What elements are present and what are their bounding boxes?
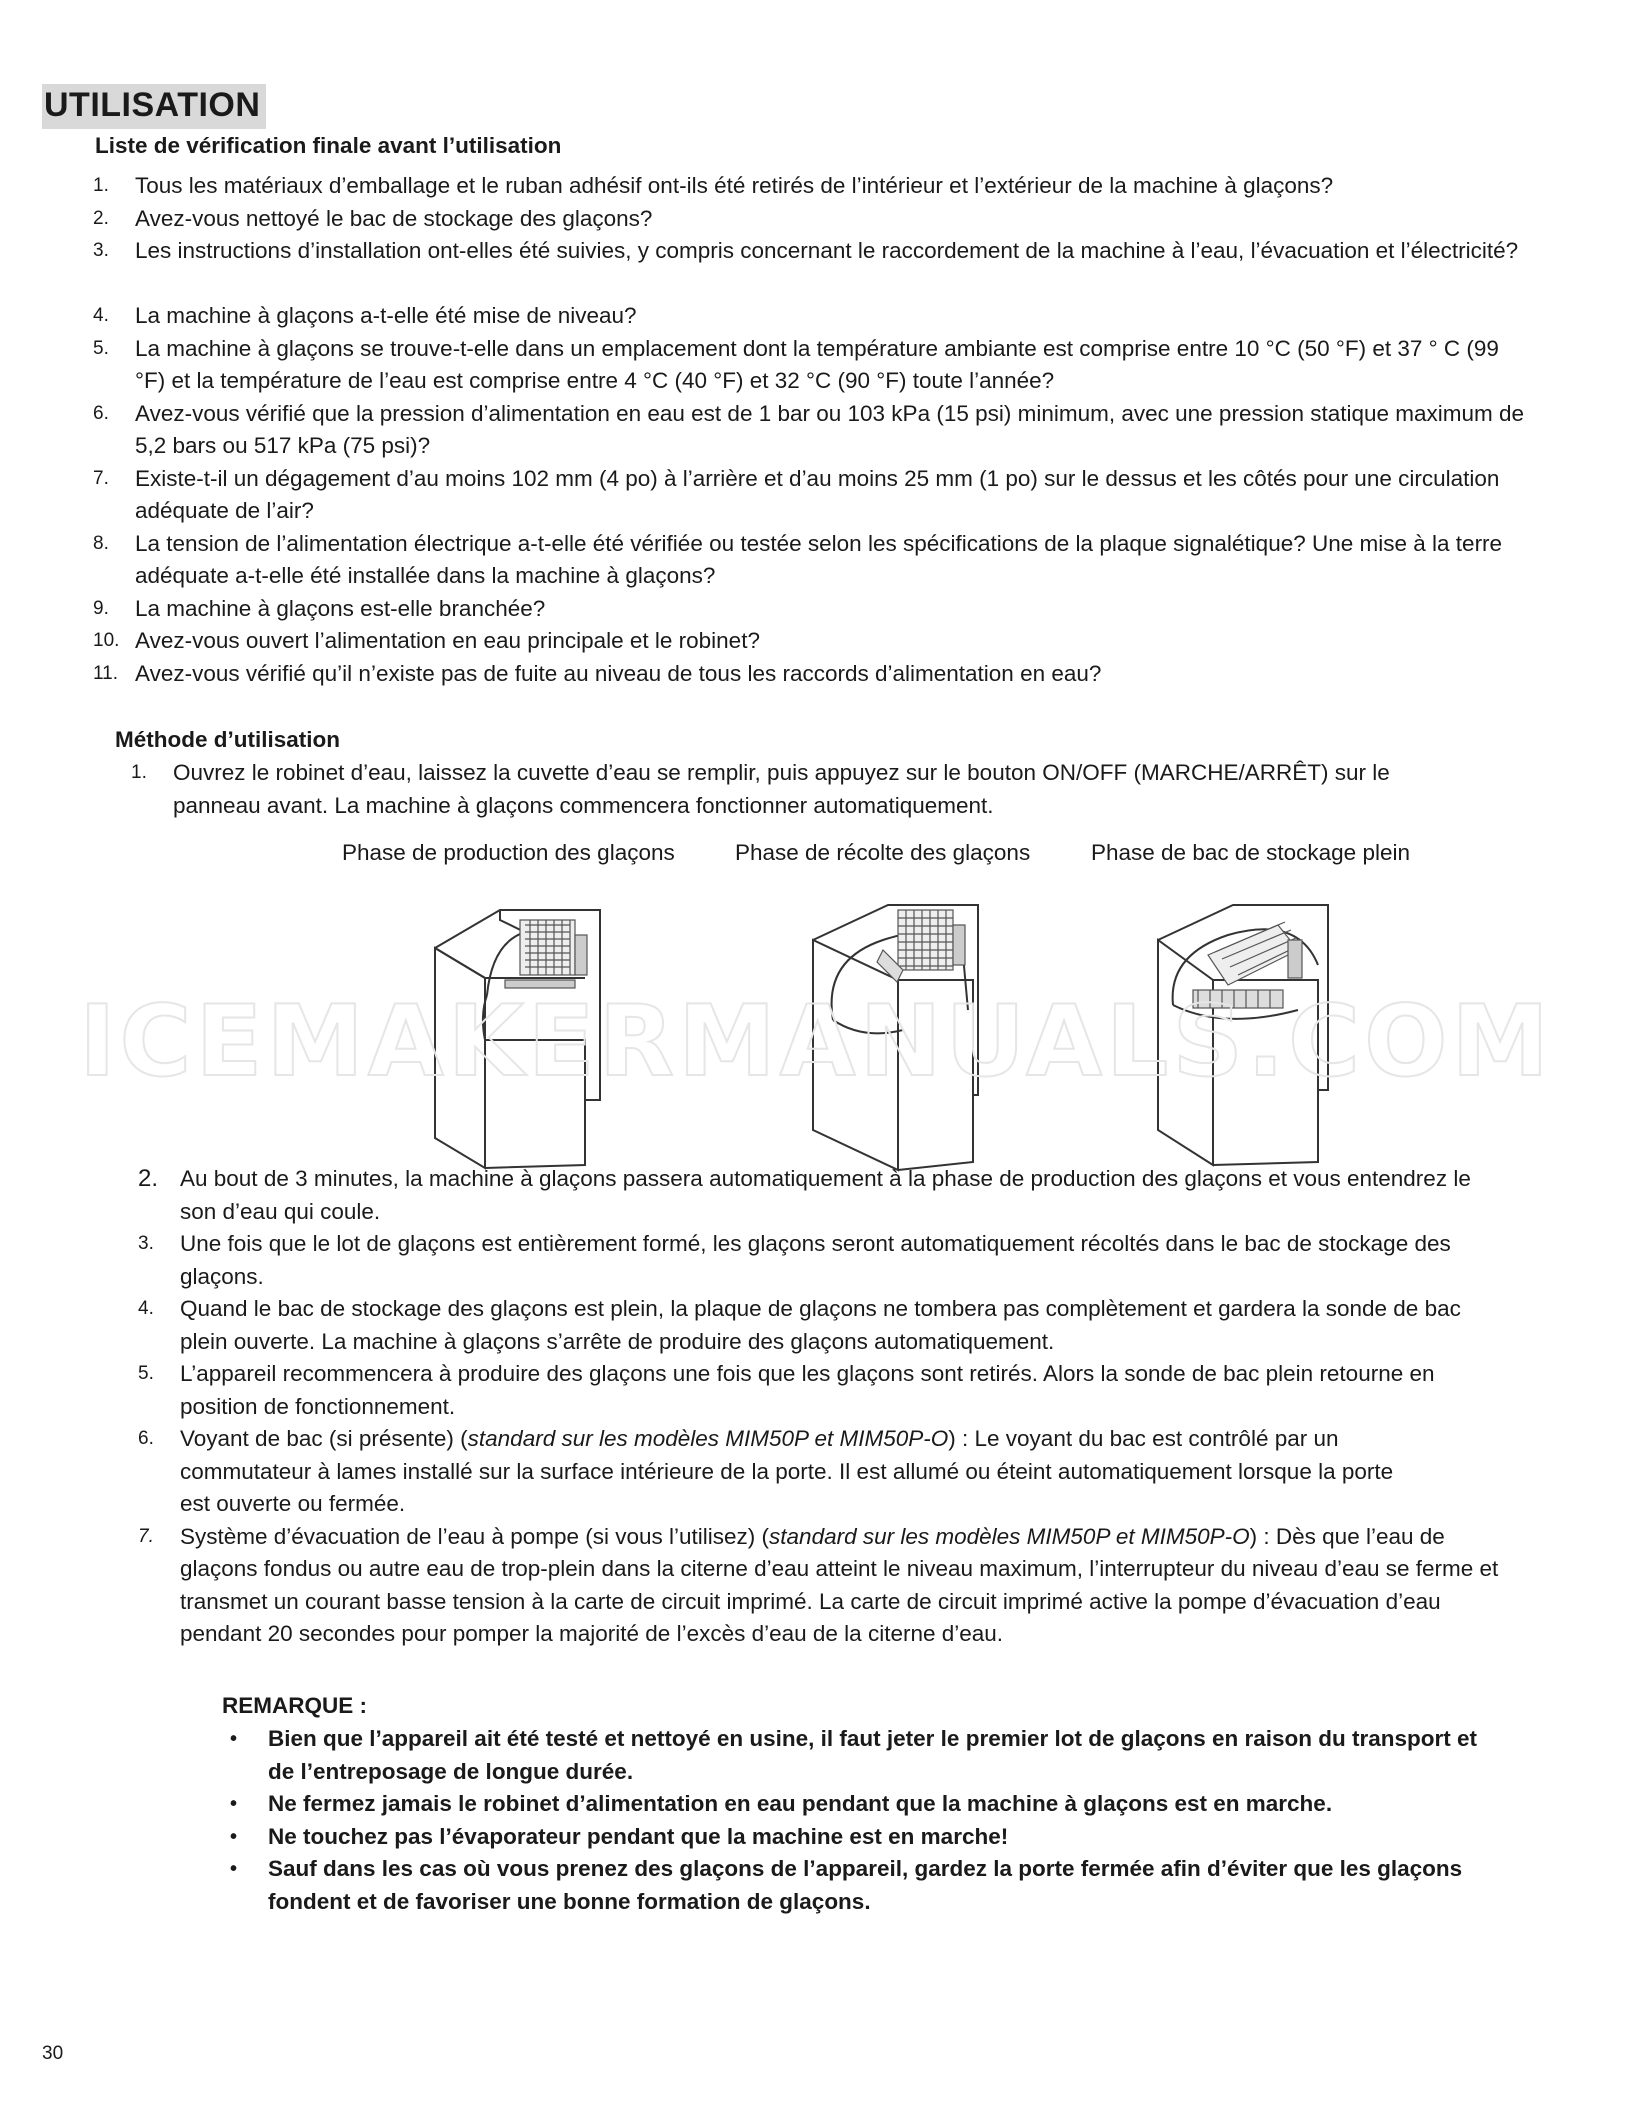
item-text: Avez-vous nettoyé le bac de stockage des glaçons? <box>135 205 653 231</box>
item-text: Existe-t-il un dégagement d’au moins 102 mm (4 po) à l’arrière et d’au moins 25 mm (1 po) sur le dessus et les côtés pour une circulation adéquate de l’air? <box>135 465 1500 523</box>
bullet-icon: • <box>230 1793 238 1815</box>
checklist-item <box>93 333 1535 398</box>
step-text-italic: standard sur les modèles MIM50P et MIM50P-O <box>467 1426 949 1451</box>
item-number: 5. <box>93 337 109 359</box>
checklist-heading: Liste de vérification finale avant l’utilisation <box>95 133 562 158</box>
method-steps <box>138 1163 1500 1651</box>
item-number: 11. <box>93 662 119 684</box>
bullet-icon: • <box>230 1825 238 1848</box>
step-item <box>138 1163 1500 1228</box>
bullet-icon: • <box>230 1728 238 1750</box>
page-title: UTILISATION <box>42 84 266 129</box>
item-number: 2. <box>93 207 109 229</box>
item-text: La machine à glaçons a-t-elle été mise de niveau? <box>135 303 637 328</box>
method-heading: Méthode d’utilisation <box>115 727 340 752</box>
step-text: Une fois que le lot de glaçons est entièrement formé, les glaçons seront automatiquement récoltés dans le bac de stockage des glaçons. <box>180 1231 1451 1289</box>
item-number: 6. <box>93 402 109 424</box>
step-number: 2. <box>138 1165 159 1192</box>
page-number: 30 <box>42 2043 64 2064</box>
checklist-item <box>93 300 1535 333</box>
item-number: 3. <box>93 240 109 261</box>
step-number: 5. <box>138 1363 154 1384</box>
checklist-item <box>93 170 1535 203</box>
note-item <box>230 1821 1508 1854</box>
bullet-icon: • <box>230 1858 238 1880</box>
item-number: 9. <box>93 597 109 619</box>
item-text: La tension de l’alimentation électrique a-t-elle été vérifiée ou testée selon les spécifications de la plaque signalétique? Une mise à la terre adéquate a-t-elle été installée dans la machine à glaçons? <box>135 530 1503 588</box>
checklist-item <box>93 528 1535 593</box>
step-number: 6. <box>138 1428 154 1449</box>
note-list <box>230 1723 1508 1918</box>
phase-label-bin-full: Phase de bac de stockage plein <box>1091 840 1410 865</box>
step-text-post: ) : Le voyant du bac est contrôlé par un commutateur à lames installé sur la surface intérieure de la porte. Il est allumé ou éteint automatiquement lorsque la porte est ouverte ou fermée. <box>180 1426 1394 1516</box>
step-number: 1. <box>131 762 147 783</box>
step-text: Quand le bac de stockage des glaçons est plein, la plaque de glaçons ne tombera pas complètement et gardera la sonde de bac plein ouverte. La machine à glaçons s’arrête de produire des glaçons automatiquement. <box>180 1296 1461 1354</box>
item-number: 8. <box>93 532 109 554</box>
item-text: Les instructions d’installation ont-elles été suivies, y compris concernant le raccordement de la machine à l’eau, l’évacuation et l’électricité? <box>135 238 1519 263</box>
item-text: La machine à glaçons se trouve-t-elle dans un emplacement dont la température ambiante est comprise entre 10 °C (50 °F) et 37 ° C (99 °F) et la température de l’eau est comprise entre 4 °C (40 °F) et 32 °C (90 °F) toute l’année? <box>135 335 1499 393</box>
step-item <box>138 1521 1500 1651</box>
item-text: Avez-vous ouvert l’alimentation en eau principale et le robinet? <box>135 628 760 653</box>
checklist-item <box>93 658 1535 691</box>
step-text-pre: Voyant de bac (si présente) ( <box>180 1426 468 1451</box>
checklist <box>93 170 1535 690</box>
item-number: 7. <box>93 467 109 489</box>
item-text: Avez-vous vérifié qu’il n’existe pas de fuite au niveau de tous les raccords d’alimentation en eau? <box>135 660 1102 686</box>
step-text: Au bout de 3 minutes, la machine à glaçons passera automatiquement à la phase de production des glaçons et vous entendrez le son d’eau qui coule. <box>180 1166 1471 1224</box>
step-item <box>138 1293 1500 1358</box>
note-text: Bien que l’appareil ait été testé et nettoyé en usine, il faut jeter le premier lot de glaçons en raison du transport et de l’entreposage de longue durée. <box>268 1726 1478 1784</box>
checklist-item <box>93 235 1535 300</box>
item-text: Avez-vous vérifié que la pression d’alimentation en eau est de 1 bar ou 103 kPa (15 psi) minimum, avec une pression statique maximum de 5,2 bars ou 517 kPa (75 psi)? <box>135 400 1525 458</box>
item-text: Tous les matériaux d’emballage et le ruban adhésif ont-ils été retirés de l’intérieur et l’extérieur de la machine à glaçons? <box>135 173 1334 198</box>
note-title: REMARQUE : <box>222 1693 367 1718</box>
step-text-post: ) : Dès que l’eau de glaçons fondus ou autre eau de trop-plein dans la citerne d’eau atteint le niveau maximum, l’interrupteur du niveau d’eau se ferme et transmet un courant basse tension à la carte de circuit imprimé. La carte de circuit imprimé active la pompe d’évacuation d’eau pendant 20 secondes pour pomper la majorité de l’excès d’eau de la citerne d’eau. <box>180 1523 1499 1646</box>
step-number: 3. <box>138 1233 154 1254</box>
note-item <box>230 1788 1508 1821</box>
phase-label-production: Phase de production des glaçons <box>342 840 675 865</box>
checklist-item <box>93 625 1535 658</box>
step-text-pre: Système d’évacuation de l’eau à pompe (si vous l’utilisez) ( <box>180 1523 770 1549</box>
item-number: 10. <box>93 630 120 651</box>
watermark-text: ICEMAKERMANUALS.COM <box>79 985 1553 1099</box>
item-number: 1. <box>93 175 109 196</box>
step-item <box>138 1228 1500 1293</box>
note-item <box>230 1853 1508 1918</box>
phase-label-harvest: Phase de récolte des glaçons <box>735 840 1031 865</box>
item-text: La machine à glaçons est-elle branchée? <box>135 595 546 621</box>
note-text: Ne fermez jamais le robinet d’alimentation en eau pendant que la machine à glaçons est en marche. <box>268 1791 1333 1816</box>
checklist-item <box>93 463 1535 528</box>
step-text: Ouvrez le robinet d’eau, laissez la cuvette d’eau se remplir, puis appuyez sur le bouton ON/OFF (MARCHE/ARRÊT) sur le panneau avant. La machine à glaçons commencera fonctionner automatiquement. <box>173 760 1390 818</box>
note-item <box>230 1723 1508 1788</box>
step-item <box>138 1358 1500 1423</box>
step-text-italic: standard sur les modèles MIM50P et MIM50P-O <box>769 1523 1250 1549</box>
step-number: 4. <box>138 1298 154 1319</box>
checklist-item <box>93 398 1535 463</box>
method-step-1 <box>131 757 1463 822</box>
step-item <box>131 757 1463 822</box>
checklist-item <box>93 593 1535 626</box>
step-text: L’appareil recommencera à produire des glaçons une fois que les glaçons sont retirés. Alors la sonde de bac plein retourne en position de fonctionnement. <box>180 1361 1435 1419</box>
step-item <box>138 1423 1425 1521</box>
note-text: Sauf dans les cas où vous prenez des glaçons de l’appareil, gardez la porte fermée afin d’éviter que les glaçons fondent et de favoriser une bonne formation de glaçons. <box>268 1856 1463 1914</box>
item-number: 4. <box>93 305 109 326</box>
checklist-item <box>93 203 1535 236</box>
step-number: 7. <box>138 1525 154 1547</box>
note-text: Ne touchez pas l’évaporateur pendant que la machine est en marche! <box>268 1823 1009 1849</box>
